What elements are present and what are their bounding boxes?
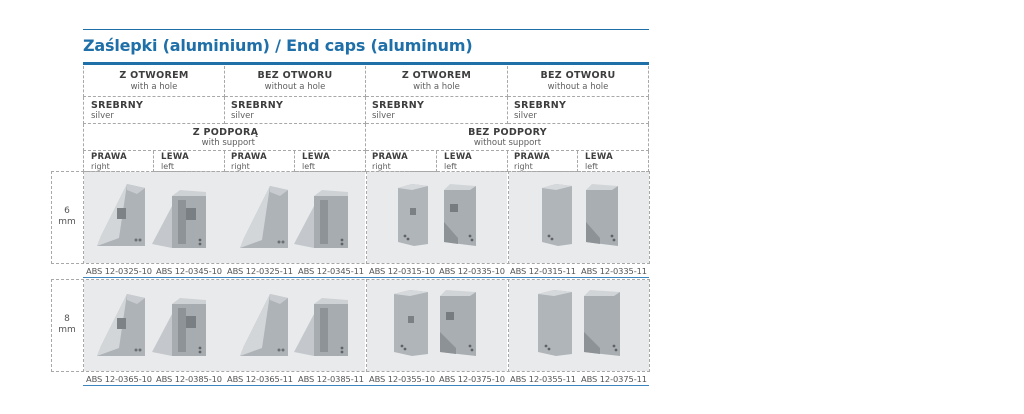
product-code: ABS 12-0335-10 bbox=[439, 266, 505, 276]
end-cap-with-support-right-icon bbox=[236, 182, 292, 252]
end-cap-without-support-right-icon bbox=[532, 288, 576, 360]
product-code: ABS 12-0365-10 bbox=[86, 374, 152, 384]
header-side-5 bbox=[366, 151, 437, 172]
end-cap-with-support-left-icon bbox=[292, 294, 352, 360]
header-side-1 bbox=[83, 151, 154, 172]
hole-type-label: BEZ OTWORU bbox=[540, 70, 616, 81]
product-code: ABS 12-0315-11 bbox=[510, 266, 576, 276]
end-cap-with-support-left-icon bbox=[150, 186, 210, 252]
top-rule bbox=[83, 29, 649, 30]
size-value: 6 bbox=[64, 206, 70, 216]
side-label: LEWA bbox=[302, 152, 330, 162]
side-sublabel: left bbox=[444, 162, 457, 171]
color-sublabel: silver bbox=[372, 111, 395, 121]
support-sublabel: without support bbox=[473, 138, 542, 148]
hole-type-sublabel: with a hole bbox=[130, 82, 178, 92]
side-sublabel: right bbox=[372, 162, 391, 171]
column-divider bbox=[366, 279, 367, 372]
end-cap-without-support-right-icon bbox=[392, 182, 432, 250]
header-side-2 bbox=[154, 151, 225, 172]
header-side-8 bbox=[578, 151, 649, 172]
header-support-without bbox=[366, 124, 649, 151]
column-divider bbox=[83, 279, 84, 372]
product-code: ABS 12-0345-10 bbox=[156, 266, 222, 276]
header-hole-col-1 bbox=[83, 66, 225, 97]
support-label: BEZ PODPORY bbox=[468, 127, 547, 138]
end-cap-without-support-left-icon bbox=[436, 182, 482, 250]
side-label: LEWA bbox=[585, 152, 613, 162]
header-color-col-3 bbox=[366, 97, 508, 124]
end-cap-with-support-right-icon bbox=[93, 180, 149, 252]
product-code: ABS 12-0315-10 bbox=[369, 266, 435, 276]
header-side-4 bbox=[295, 151, 366, 172]
header-side-6 bbox=[437, 151, 508, 172]
side-sublabel: right bbox=[91, 162, 110, 171]
product-code: ABS 12-0375-10 bbox=[439, 374, 505, 384]
column-divider bbox=[366, 171, 367, 264]
color-sublabel: silver bbox=[91, 111, 114, 121]
end-cap-without-support-left-icon bbox=[576, 288, 626, 360]
header-hole-col-2 bbox=[225, 66, 366, 97]
header-color-col-2 bbox=[225, 97, 366, 124]
product-code: ABS 12-0335-11 bbox=[581, 266, 647, 276]
header-side-3 bbox=[225, 151, 295, 172]
product-code: ABS 12-0365-11 bbox=[227, 374, 293, 384]
product-code: ABS 12-0345-11 bbox=[298, 266, 364, 276]
product-code: ABS 12-0385-10 bbox=[156, 374, 222, 384]
color-label: SREBRNY bbox=[372, 100, 425, 111]
side-sublabel: left bbox=[161, 162, 174, 171]
color-sublabel: silver bbox=[514, 111, 537, 121]
side-label: PRAWA bbox=[514, 152, 551, 162]
end-cap-without-support-left-icon bbox=[432, 288, 482, 360]
hole-type-label: Z OTWOREM bbox=[119, 70, 189, 81]
end-cap-without-support-left-icon bbox=[578, 182, 624, 250]
product-code: ABS 12-0355-11 bbox=[510, 374, 576, 384]
product-code: ABS 12-0375-11 bbox=[581, 374, 647, 384]
hole-type-sublabel: without a hole bbox=[547, 82, 609, 92]
header-support-with bbox=[83, 124, 366, 151]
end-cap-without-support-right-icon bbox=[388, 288, 432, 360]
header-side-7 bbox=[508, 151, 578, 172]
title-underline bbox=[83, 62, 649, 65]
side-label: PRAWA bbox=[91, 152, 128, 162]
end-cap-with-support-left-icon bbox=[150, 294, 210, 360]
side-label: PRAWA bbox=[231, 152, 268, 162]
hole-type-label: Z OTWOREM bbox=[401, 70, 472, 81]
size-unit: mm bbox=[58, 217, 76, 227]
side-sublabel: left bbox=[302, 162, 315, 171]
side-sublabel: right bbox=[231, 162, 250, 171]
header-color-col-4 bbox=[508, 97, 649, 124]
side-sublabel: left bbox=[585, 162, 598, 171]
size-unit: mm bbox=[58, 325, 76, 335]
color-label: SREBRNY bbox=[231, 100, 284, 111]
size-label-8mm bbox=[52, 314, 82, 336]
end-cap-with-support-right-icon bbox=[93, 290, 149, 362]
column-divider bbox=[508, 171, 509, 264]
side-label: LEWA bbox=[444, 152, 472, 162]
bottom-separator bbox=[83, 385, 649, 386]
hole-type-sublabel: without a hole bbox=[264, 82, 326, 92]
size-value: 8 bbox=[64, 314, 70, 324]
support-label: Z PODPORĄ bbox=[192, 127, 259, 138]
hole-type-label: BEZ OTWORU bbox=[257, 70, 333, 81]
row-separator bbox=[83, 277, 649, 278]
side-sublabel: right bbox=[514, 162, 533, 171]
column-divider bbox=[83, 171, 84, 264]
header-hole-col-4 bbox=[508, 66, 649, 97]
header-color-col-1 bbox=[83, 97, 225, 124]
size-label-6mm bbox=[52, 206, 82, 228]
color-sublabel: silver bbox=[231, 111, 254, 121]
support-sublabel: with support bbox=[201, 138, 255, 148]
color-label: SREBRNY bbox=[514, 100, 567, 111]
product-code: ABS 12-0325-11 bbox=[227, 266, 293, 276]
column-divider bbox=[508, 279, 509, 372]
side-label: LEWA bbox=[161, 152, 189, 162]
color-label: SREBRNY bbox=[91, 100, 144, 111]
end-cap-with-support-right-icon bbox=[236, 290, 292, 362]
side-label: PRAWA bbox=[372, 152, 409, 162]
end-cap-without-support-right-icon bbox=[536, 182, 576, 250]
end-cap-with-support-left-icon bbox=[292, 186, 352, 252]
page-title: Zaślepki (aluminium) / End caps (aluminum) bbox=[83, 36, 473, 55]
product-code: ABS 12-0355-10 bbox=[369, 374, 435, 384]
product-code: ABS 12-0325-10 bbox=[86, 266, 152, 276]
product-code: ABS 12-0385-11 bbox=[298, 374, 364, 384]
hole-type-sublabel: with a hole bbox=[413, 82, 460, 92]
header-hole-col-3 bbox=[366, 66, 508, 97]
